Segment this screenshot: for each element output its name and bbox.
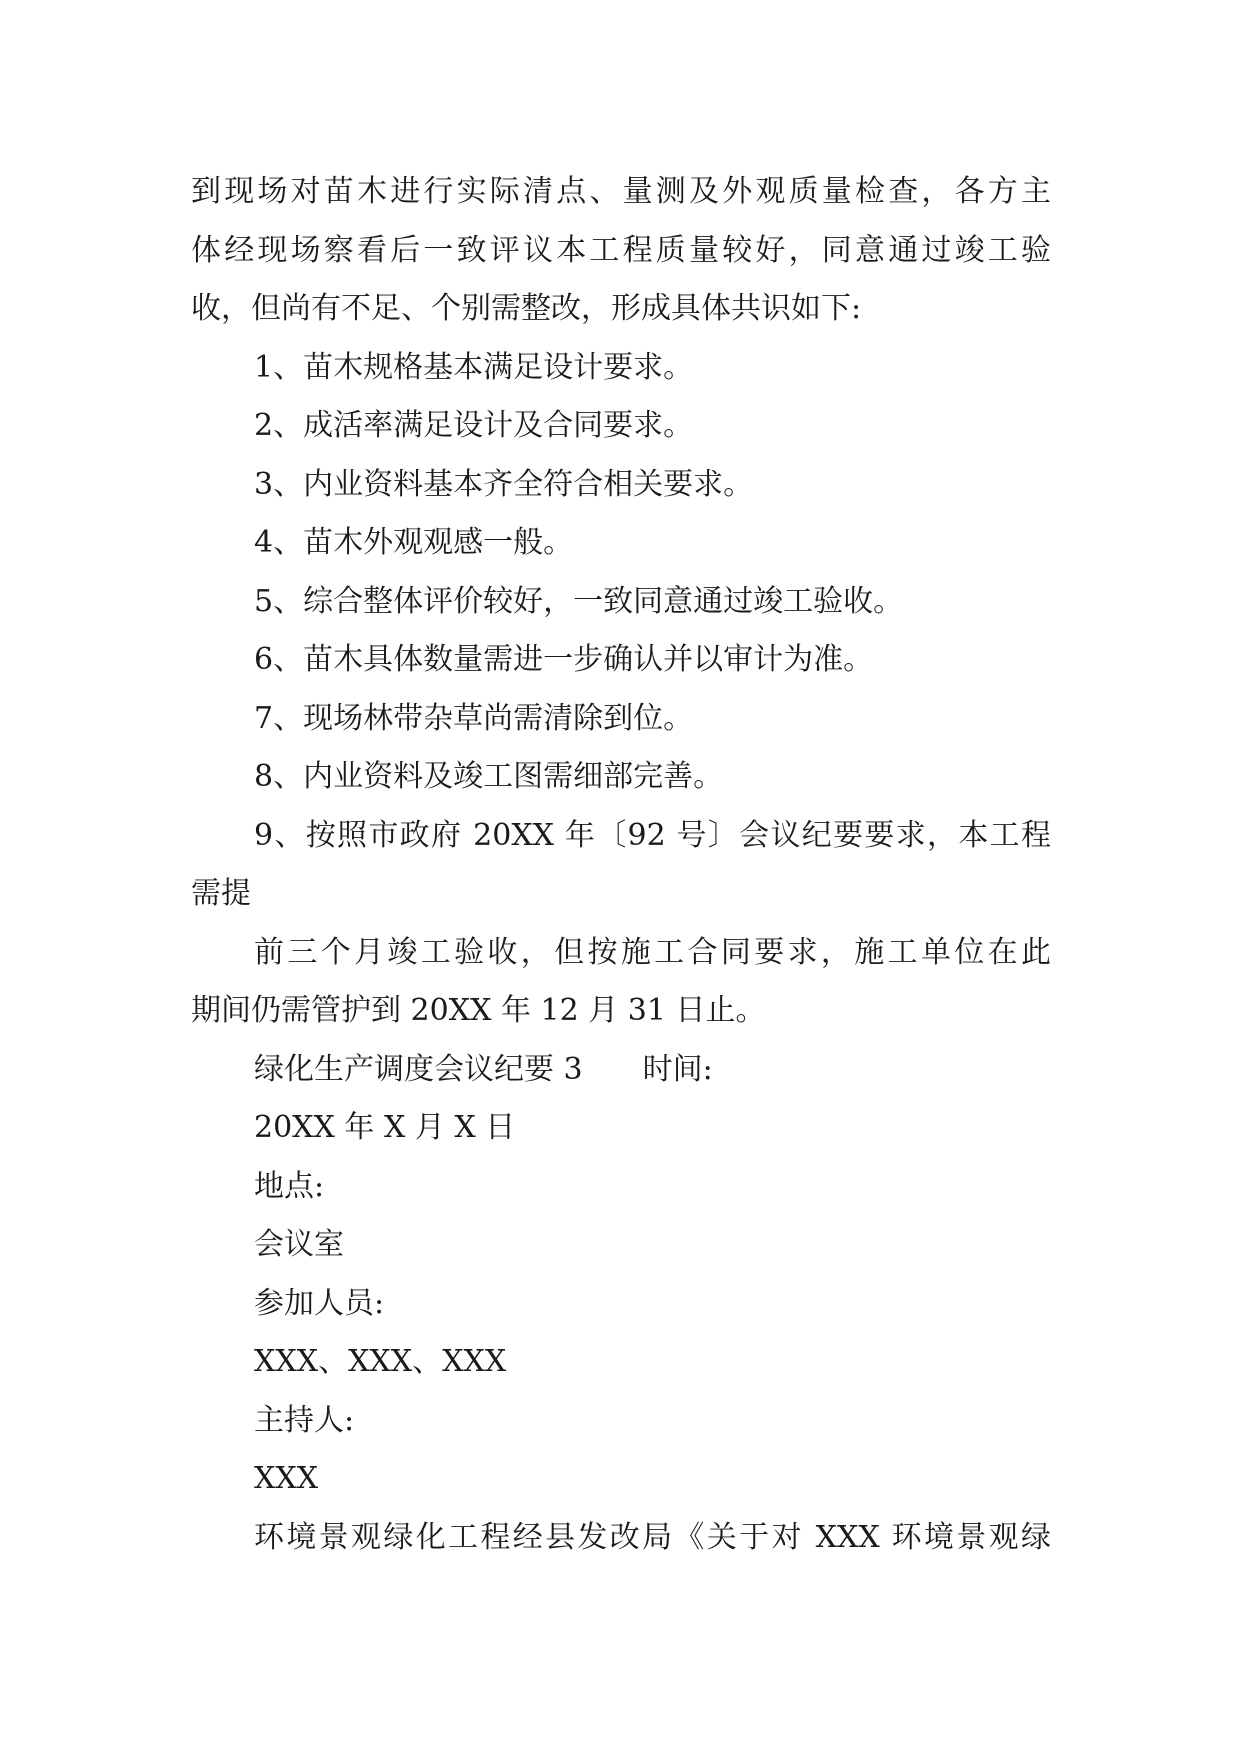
- paragraph-line: 环境景观绿化工程经县发改局《关于对 XXX 环境景观绿: [254, 1519, 1051, 1555]
- list-item: 2、成活率满足设计及合同要求。: [254, 408, 694, 443]
- field-label-location: 地点:: [254, 1168, 325, 1204]
- field-value-host: XXX: [254, 1461, 319, 1496]
- section-heading: 绿化生产调度会议纪要 3: [254, 1051, 583, 1087]
- list-item: 8、内业资料及竣工图需细部完善。: [254, 759, 724, 794]
- paragraph-line: 前三个月竣工验收，但按施工合同要求，施工单位在此: [254, 934, 1051, 970]
- list-item: 5、综合整体评价较好，一致同意通过竣工验收。: [254, 583, 904, 619]
- list-item: 6、苗木具体数量需进一步确认并以审计为准。: [254, 642, 874, 677]
- list-item: 1、苗木规格基本满足设计要求。: [254, 349, 694, 385]
- field-value-attendees: XXX、XXX、XXX: [254, 1344, 507, 1379]
- field-value-date: 20XX 年 X 月 X 日: [254, 1110, 516, 1145]
- section-heading-line: [191, 1041, 1051, 1100]
- paragraph-line: 到现场对苗木进行实际清点、量测及外观质量检查，各方主: [191, 174, 1051, 209]
- paragraph-line: 需提: [191, 876, 251, 911]
- field-label-time: 时间:: [642, 1051, 713, 1087]
- list-item: 4、苗木外观观感一般。: [254, 525, 574, 560]
- document-body: [191, 163, 1051, 1567]
- list-item: 7、现场林带杂草尚需清除到位。: [254, 700, 694, 736]
- paragraph-line: 体经现场察看后一致评议本工程质量较好，同意通过竣工验: [191, 232, 1051, 268]
- list-item: 3、内业资料基本齐全符合相关要求。: [254, 466, 754, 502]
- paragraph-line: 收，但尚有不足、个别需整改，形成具体共识如下:: [191, 291, 862, 326]
- field-label-host: 主持人:: [254, 1402, 355, 1438]
- field-label-attendees: 参加人员:: [254, 1285, 385, 1321]
- list-item: 9、按照市政府 20XX 年〔92 号〕会议纪要要求，本工程: [254, 817, 1051, 853]
- field-value-location: 会议室: [254, 1227, 344, 1262]
- paragraph-line: 期间仍需管护到 20XX 年 12 月 31 日止。: [191, 993, 766, 1028]
